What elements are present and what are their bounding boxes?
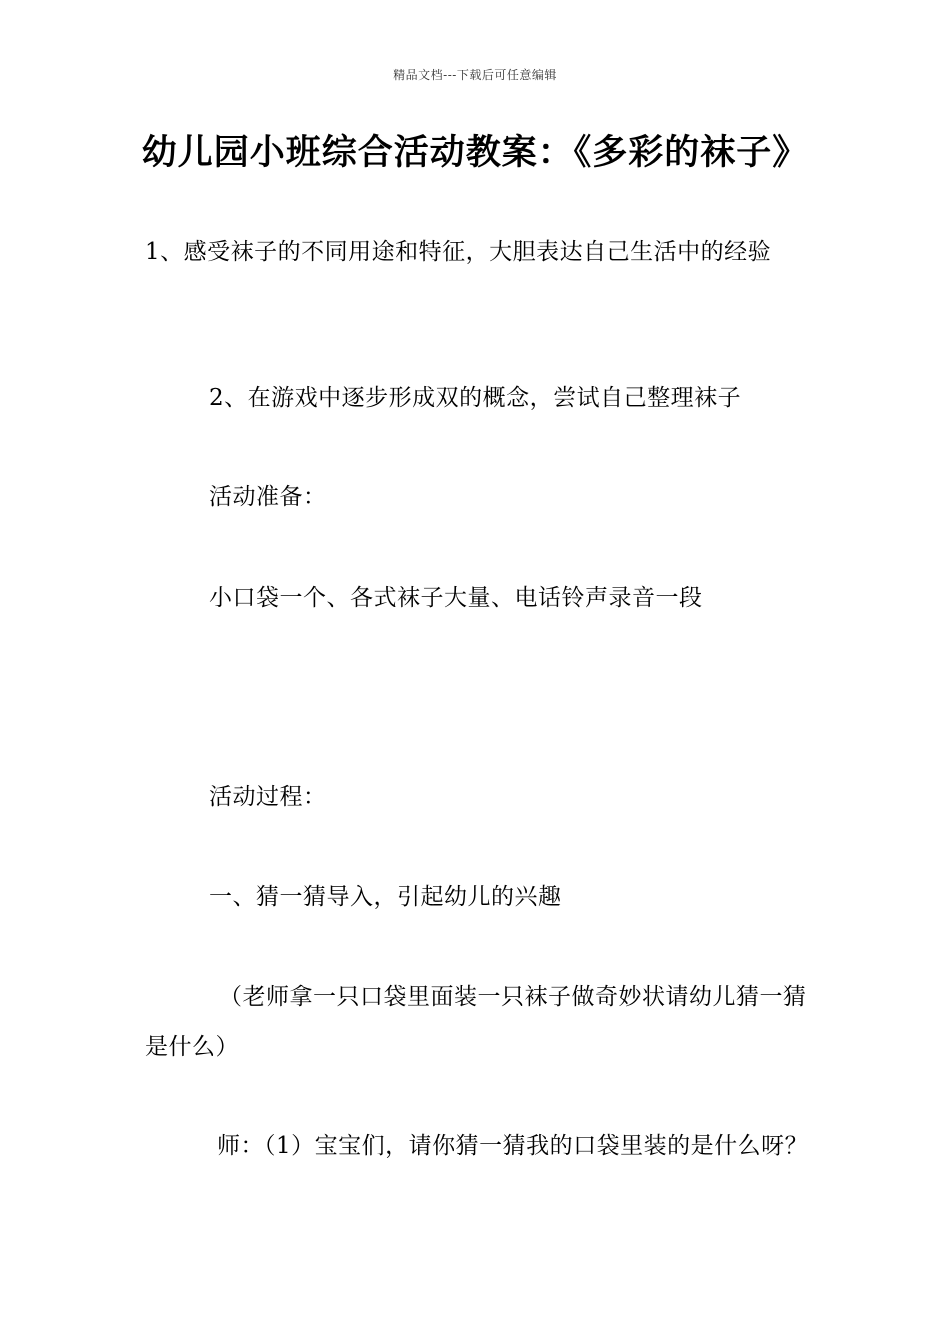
heading-process: 活动过程：	[209, 784, 327, 810]
paragraph-objective-2: 2、在游戏中逐步形成双的概念，尝试自己整理袜子	[209, 385, 742, 411]
heading-preparation: 活动准备：	[209, 484, 327, 510]
paragraph-step-1: 一、猜一猜导入，引起幼儿的兴趣	[209, 884, 562, 910]
paragraph-teacher-action: （老师拿一只口袋里面装一只袜子做奇妙状请幼儿猜一猜是什么）	[145, 984, 807, 1060]
paragraph-objective-1: 1、感受袜子的不同用途和特征，大胆表达自己生活中的经验	[145, 239, 772, 265]
paragraph-materials: 小口袋一个、各式袜子大量、电话铃声录音一段	[209, 585, 703, 611]
header-note: 精品文档---下载后可任意编辑	[393, 68, 557, 82]
document-title: 幼儿园小班综合活动教案：《多彩的袜子》	[141, 133, 809, 173]
paragraph-teacher-question: 师：（1）宝宝们，请你猜一猜我的口袋里装的是什么呀？	[217, 1133, 809, 1159]
